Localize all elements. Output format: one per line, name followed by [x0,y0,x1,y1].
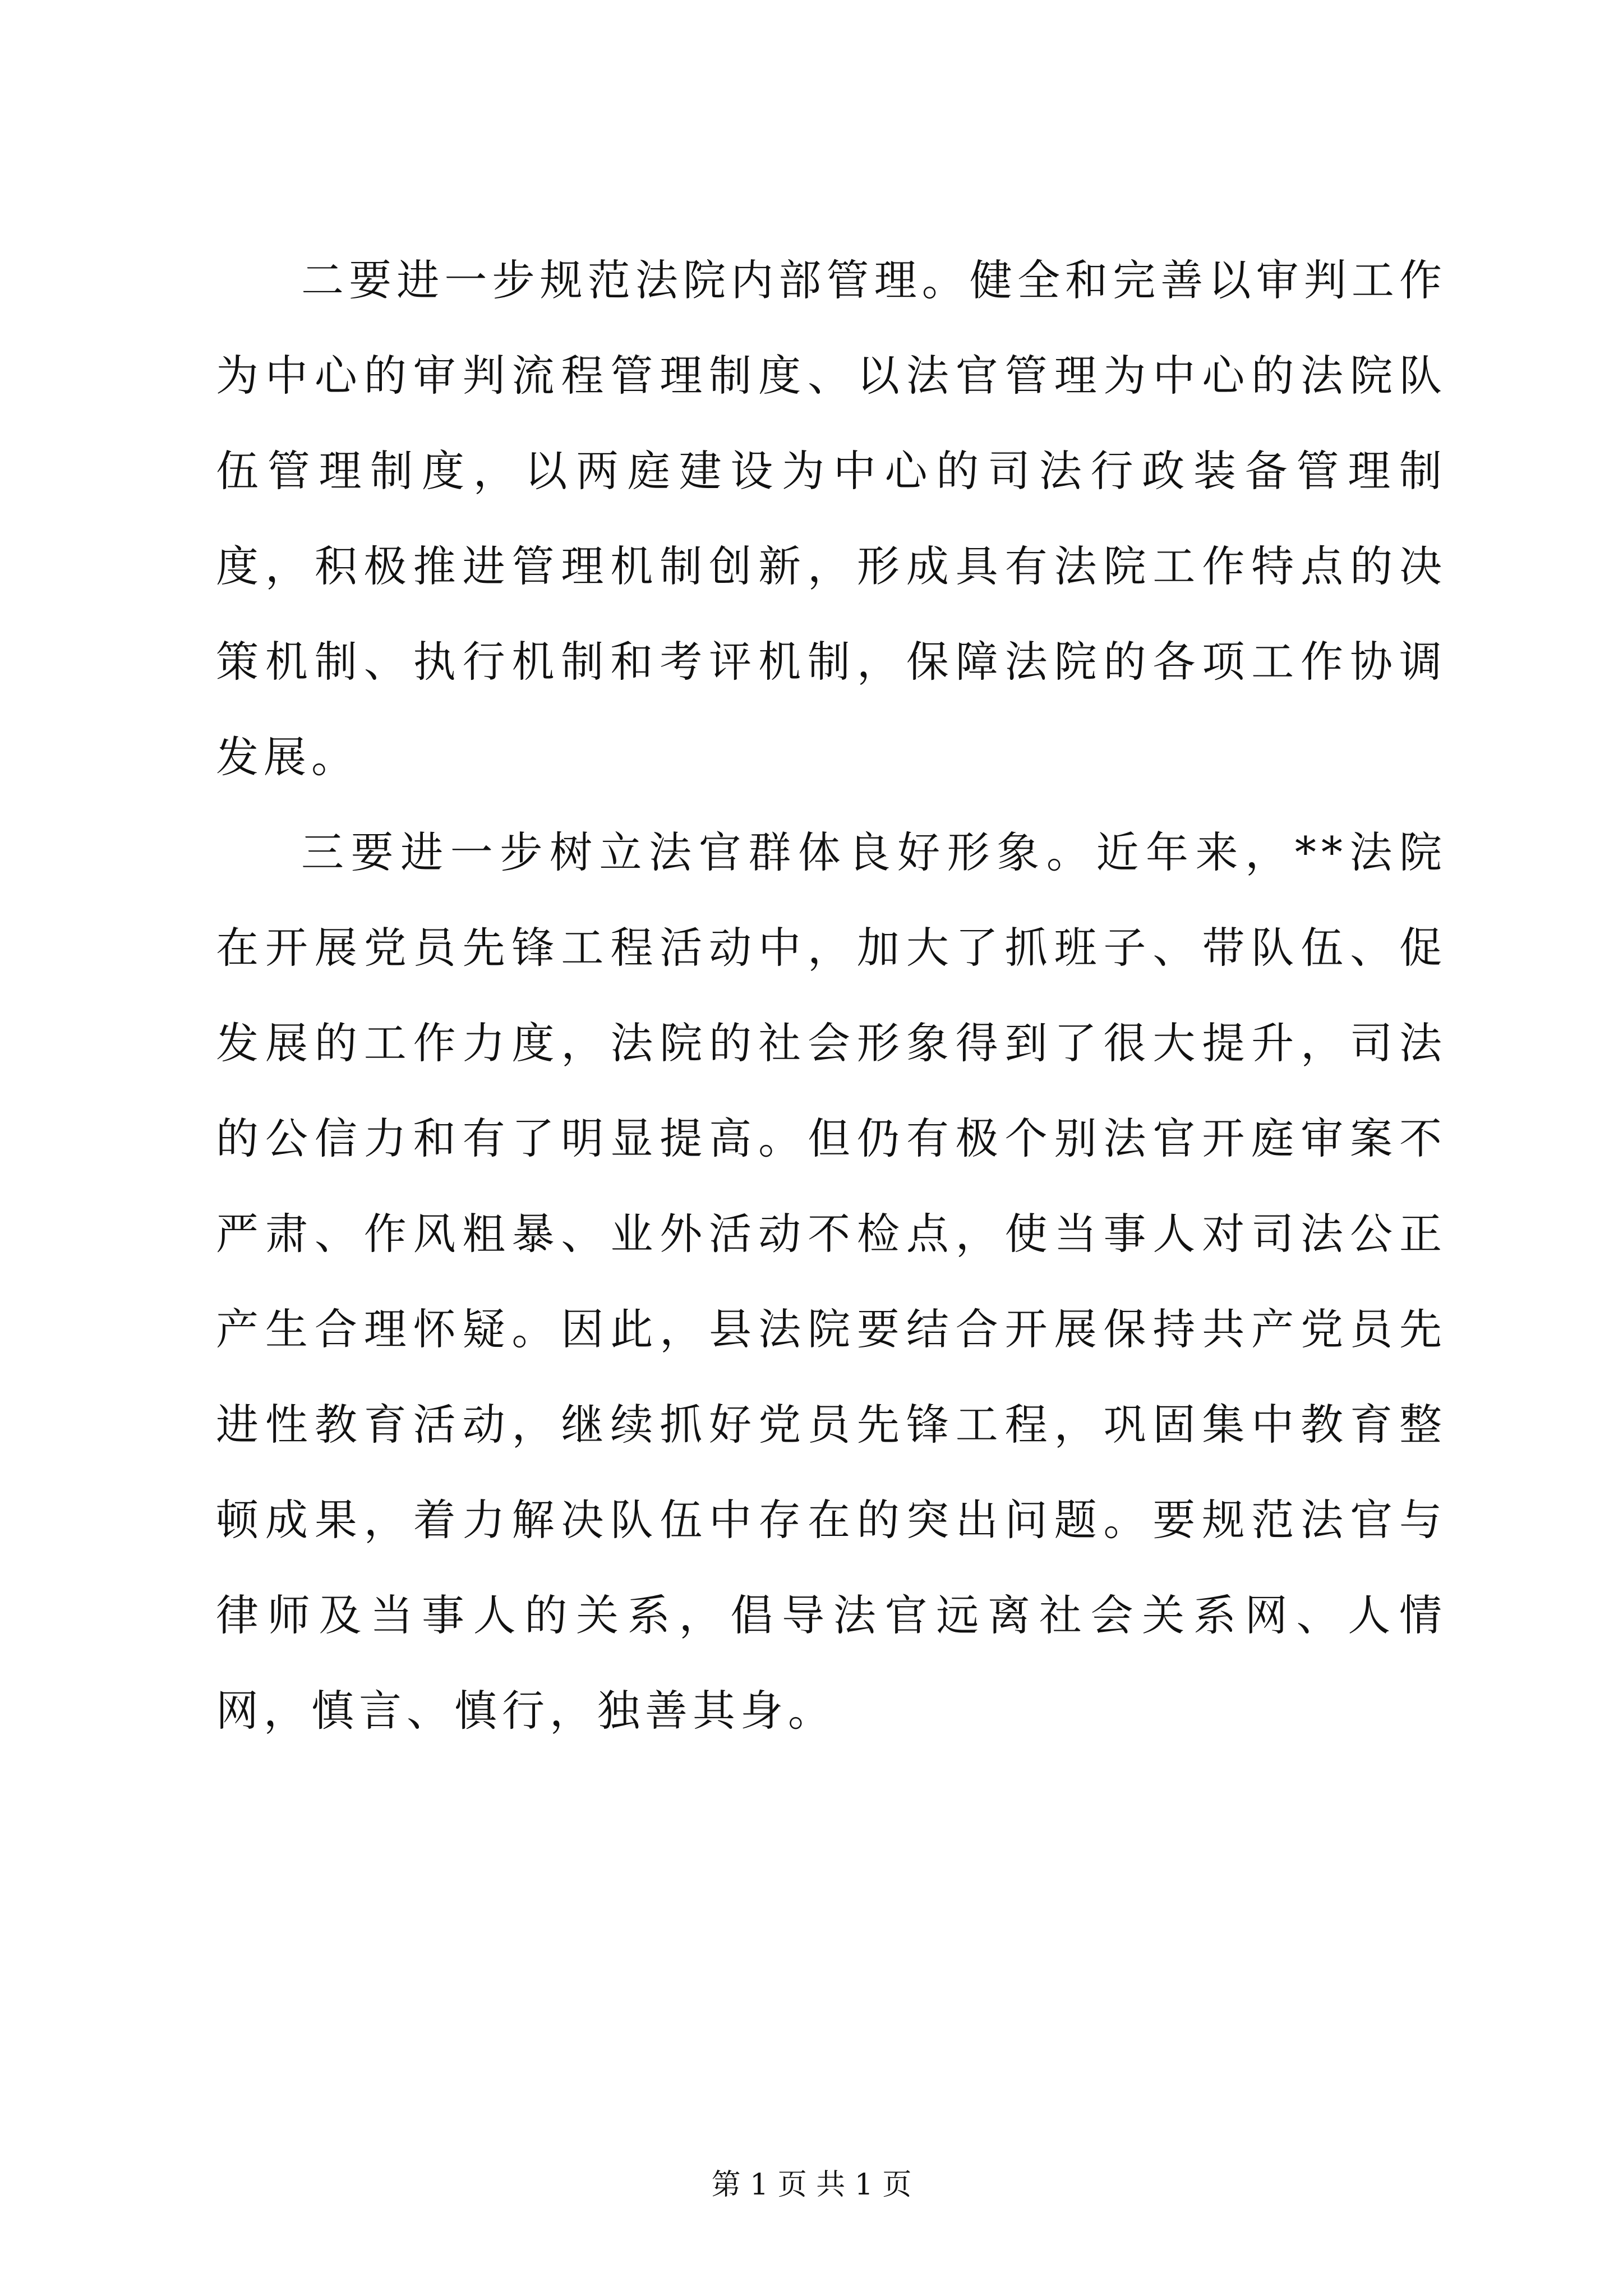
document-body [216,233,1447,1759]
paragraph-management: 二要进一步规范法院内部管理。健全和完善以审判工作为中心的审判流程管理制度、以法官管理为中心的法院队伍管理制度，以两庭建设为中心的司法行政装备管理制度，积极推进管理机制创新，形成具有法院工作特点的决策机制、执行机制和考评机制，保障法院的各项工作协调发展。 [216,255,1447,782]
paragraph-judge-image: 三要进一步树立法官群体良好形象。近年来，**法院在开展党员先锋工程活动中，加大了抓班子、带队伍、促发展的工作力度，法院的社会形象得到了很大提升，司法的公信力和有了明显提高。但仍有极个别法官开庭审案不严肃、作风粗暴、业外活动不检点，使当事人对司法公正产生合理怀疑。因此，县法院要结合开展保持共产党员先进性教育活动，继续抓好党员先锋工程，巩固集中教育整顿成果，着力解决队伍中存在的突出问题。要规范法官与律师及当事人的关系，倡导法官远离社会关系网、人情网，慎言、慎行，独善其身。 [216,827,1447,1736]
page-footer: 第 1 页 共 1 页 [711,2168,912,2202]
